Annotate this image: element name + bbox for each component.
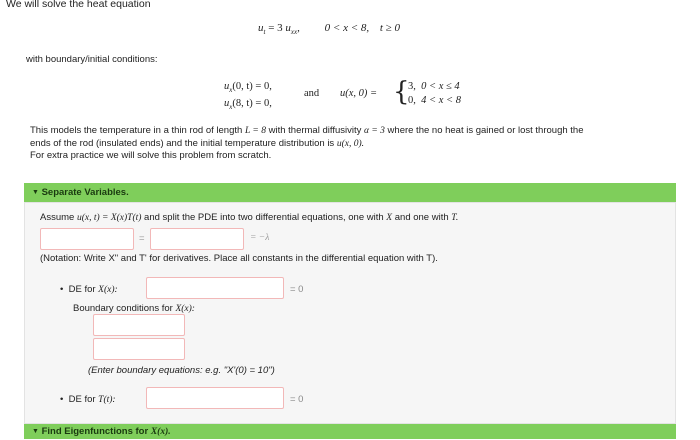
boundary-conditions: $u_x(0$, t) = 0, $u_x(8$, t) = 0, <box>224 81 272 112</box>
de-t-input[interactable] <box>146 387 284 409</box>
section-eigenfunctions-header[interactable]: ▼ Find Eigenfunctions for X(x). <box>24 424 676 439</box>
initial-condition-lhs: u(x, 0) = <box>340 88 378 99</box>
separation-left-input[interactable] <box>40 228 134 250</box>
de-t-rhs: = 0 <box>290 394 304 405</box>
bc-x-label: Boundary conditions for X(x): <box>73 303 195 314</box>
bullet-icon: • <box>60 394 64 405</box>
notation-text: (Notation: Write X" and T' for derivatives. Place all constants in the differential equation with T). <box>40 253 438 264</box>
enter-bc-hint: (Enter boundary equations: e.g. "X'(0) = 10") <box>88 365 275 376</box>
assume-text: Assume u(x, t) = X(x)T(t) and split the PDE into two differential equations, one with X and one with T. <box>40 212 459 223</box>
bc-x-input-1[interactable] <box>93 314 185 336</box>
bullet-icon: • <box>60 284 64 295</box>
initial-condition-cases: 3, 0 < x ≤ 4 0, 4 < x < 8 <box>408 81 461 106</box>
bc-intro-text: with boundary/initial conditions: <box>26 54 158 65</box>
separation-lambda: = −λ <box>250 233 270 243</box>
heat-equation: $u_t = 3$ $u_{xx}$, 0 < x < 8, t ≥ 0 <box>258 22 400 37</box>
problem-description: This models the temperature in a thin rod of length L = 8 with thermal diffusivity α = 3 where the no heat is gained or lost through the ends of the rod (insulated ends) and the initial temperature distribution is u(x, 0). For extra practice we will solve this problem from scratch. <box>30 125 584 161</box>
triangle-down-icon: ▼ <box>32 189 39 196</box>
bc-x-input-2[interactable] <box>93 338 185 360</box>
left-brace-icon: { <box>393 77 410 107</box>
section-separate-variables-header[interactable] <box>24 183 676 202</box>
de-x-input[interactable] <box>146 277 284 299</box>
intro-text: We will solve the heat equation <box>6 0 151 10</box>
separation-equals: = <box>139 233 145 244</box>
section-title: Separate Variables. <box>41 187 129 198</box>
and-text: and <box>304 88 320 99</box>
de-t-label: • DE for T(t): <box>60 394 116 405</box>
de-x-label: • DE for X(x): <box>60 284 118 295</box>
triangle-down-icon: ▼ <box>32 428 39 435</box>
de-x-rhs: = 0 <box>290 284 304 295</box>
separation-right-input[interactable] <box>150 228 244 250</box>
